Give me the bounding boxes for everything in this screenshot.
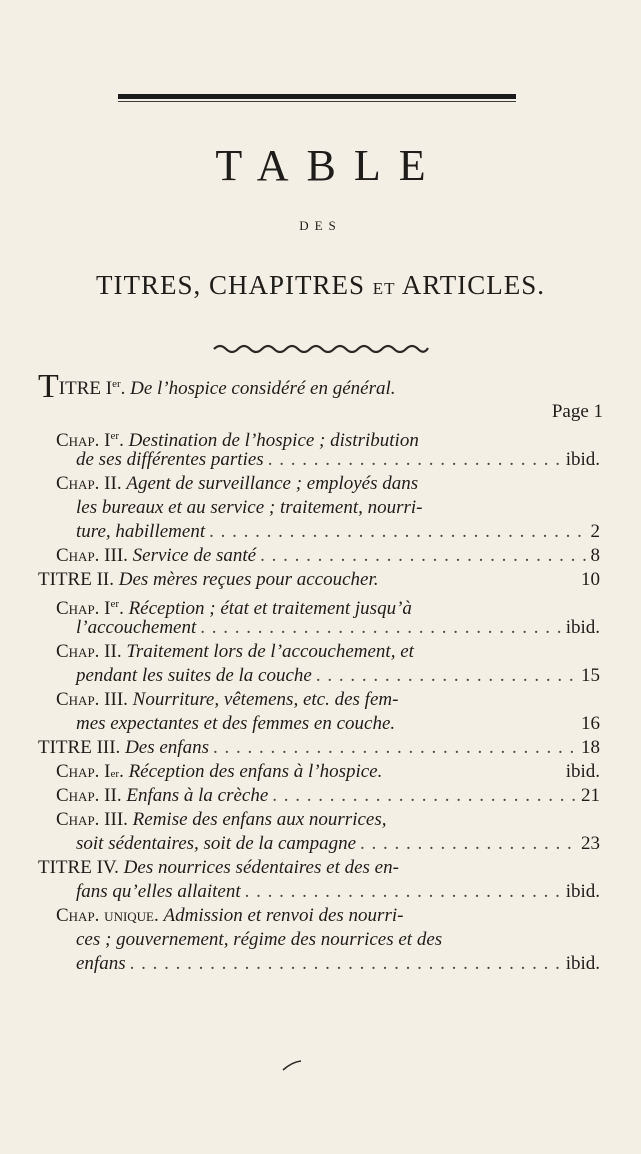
toc-t1-chap-1-cont: de ses différentes parties . . . ibid. [76,448,600,472]
toc-t4-chap-unique: Chap. unique. Admission et renvoi des nourri- [56,905,404,926]
page-ref: ibid. [565,953,600,974]
page-ref: ibid. [565,449,600,470]
subtitle-heading [28,270,613,301]
table-heading: TABLE [215,141,444,190]
top-rule [118,94,516,99]
dot-leader [130,952,562,976]
dot-leader [316,664,577,688]
toc-t2-chap-3-cont: mes expectantes et des femmes en couche. 16 [76,713,600,734]
toc-t1-chap-2-cont1: les bureaux et au service ; traitement, nourri- [76,497,423,518]
toc-t4-chap-unique-cont1: ces ; gouvernement, régime des nourrices et des [76,929,443,950]
page-ref: 21 [581,785,600,806]
toc-t2-chap-2-cont: pendant les suites de la couche . . . 15 [76,664,600,688]
page-ref: ibid. [565,881,600,902]
toc-t1-chap-1: Chap. Ier. Destination de l’hospice ; distribution [56,430,419,451]
dot-leader [272,784,577,808]
toc-t2-chap-3: Chap. III. Nourriture, vêtemens, etc. des fem- [56,689,399,710]
dot-leader [209,520,586,544]
page-ref: 15 [581,665,600,686]
toc-t1-chap-3: Chap. III. Service de santé . . . 8 [56,544,600,568]
des-heading: DES [299,218,342,233]
page-ref: 2 [590,521,600,542]
toc-t3-chap-2: Chap. II. Enfans à la crèche . . . 21 [56,784,600,808]
page-ref: ibid. [565,617,600,638]
toc-t1-chap-2-cont2: ture, habillement . . . 2 [76,520,600,544]
toc-titre-4-cont: fans qu’elles allaitent . . . ibid. [76,880,600,904]
dot-leader [360,832,577,856]
toc-t4-chap-unique-cont2: enfans . . . ibid. [76,952,600,976]
tail-ornament [282,1060,302,1072]
toc-titre-3: TITRE III. Des enfans . . . 18 [38,736,600,760]
page-ref: 23 [581,833,600,854]
top-rule-thin [118,101,516,102]
page-ref: 10 [581,569,600,590]
toc-t2-chap-1-cont: l’accouchement . . . ibid. [76,616,600,640]
page-ref: ibid. [565,761,600,782]
subtitle-part2: ARTICLES. [395,270,545,300]
subtitle-part1: TITRES, CHAPITRES [96,270,373,300]
toc-t3-chap-3: Chap. III. Remise des enfans aux nourrices, [56,809,387,830]
subtitle-et: ET [372,279,396,298]
toc-t1-chap-2: Chap. II. Agent de surveillance ; employés dans [56,473,419,494]
dot-leader [260,544,586,568]
toc-t2-chap-1: Chap. Ier. Réception ; état et traitement jusqu’à [56,598,412,619]
toc-titre-4: TITRE IV. Des nourrices sédentaires et des en- [38,857,399,878]
page-ref: 8 [590,545,600,566]
toc-t2-chap-2: Chap. II. Traitement lors de l’accouchement, et [56,641,414,662]
dot-leader [200,616,561,640]
page-ref: 18 [581,737,600,758]
toc-titre-1-page: Page 1 [551,401,603,422]
dot-leader [245,880,562,904]
toc-titre-2: TITRE II. Des mères reçues pour accoucher. 10 [38,569,600,590]
page-ref: 16 [581,713,600,734]
dot-leader [213,736,577,760]
ornament-divider [212,341,430,355]
toc-titre-1: TITRE Ier. De l’hospice considéré en général. [38,368,396,405]
titre-1-title: De l’hospice considéré en général. [130,378,396,399]
toc-t3-chap-3-cont: soit sédentaires, soit de la campagne . . . 23 [76,832,600,856]
dot-leader [268,448,562,472]
toc-t3-chap-1: Chap. I er . Réception des enfans à l’hospice. ibid. [56,761,600,782]
